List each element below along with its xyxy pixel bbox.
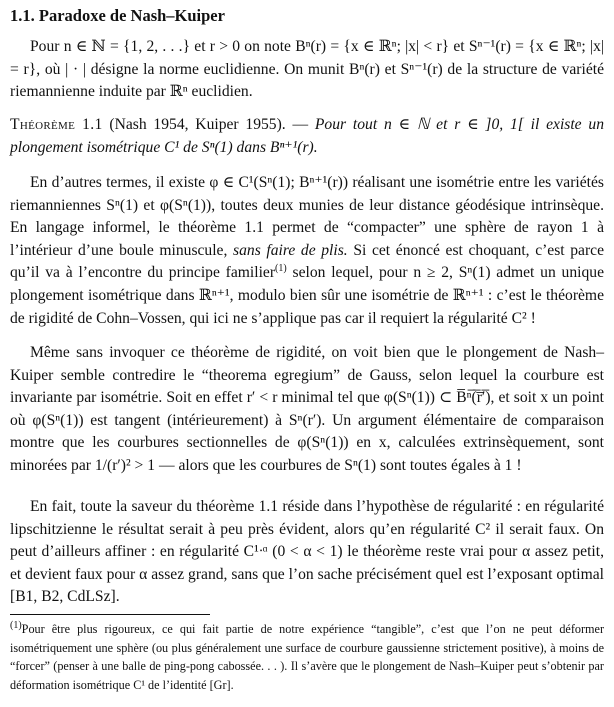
paragraph-2: Même sans invoquer ce théorème de rigidité, on voit bien que le plongement de Nash–Kuiper semble contredire le “theorema egregium” de Gauss, selon lequel la courbure est invariante par isométrie. Soit en effet r′ < r minimal tel que φ(Sⁿ(1)) ⊂ B̅ⁿ̅(̅r̅′̅), et soit x un point où φ(Sⁿ(1)) est tangent (intérieurement) à Sⁿ(r′). Un argument élémentaire de comparaison montre que les courbures sectionnelles de φ(Sⁿ(1)) en x, calculées extrinsèquement, sont minorées par 1/(r′)² > 1 — alors que les courbures de Sⁿ(1) sont toutes égales à 1 ! — [10, 344, 604, 474]
section-title: Paradoxe de Nash–Kuiper — [38, 6, 225, 25]
paragraph-1 — [10, 172, 604, 330]
footnote — [10, 620, 604, 694]
paragraph-1-text-a: En d’autres termes, il existe φ ∈ C¹(Sⁿ(1); Bⁿ⁺¹(r)) réalisant une isométrie entre les variétés riemanniennes Sⁿ(1) et φ(Sⁿ(1)), toutes deux munies de leur distance géodésique intrinsèque. En langage informel, le théorème 1.1 permet de “compacter” une sphère de rayon 1 à l’intérieur d’une boule minuscule, — [10, 174, 604, 259]
section-number: 1.1. — [10, 6, 35, 25]
footnote-mark: (1) — [10, 619, 22, 631]
theorem-label: Théorème 1.1 — [10, 116, 103, 133]
footnote-text: Pour être plus rigoureux, ce qui fait partie de notre expérience “tangible”, c’est que l’on ne peut déformer isométriquement une sphère (ou plus généralement une surface de courbure gaussienne strictement positive), à moins de “forcer” (penser à une balle de ping-pong cabossée. . . ). Il s’avère que le plongement de Nash–Kuiper peut s’obtenir par déformation isométrique C¹ de l’identité [Gr]. — [10, 622, 604, 692]
paragraph-1-text-b: Si cet énoncé est choquant, c’est parce qu’il va à l’encontre du principe familier — [10, 241, 605, 282]
footnote-divider — [10, 614, 210, 615]
intro-paragraph: Pour n ∈ ℕ = {1, 2, . . .} et r > 0 on note Bⁿ(r) = {x ∈ ℝⁿ; |x| < r} et Sⁿ⁻¹(r) = {x ∈ ℝⁿ; |x| = r}, où | · | désigne la norme euclidienne. On munit Bⁿ(r) et Sⁿ⁻¹(r) de la structure de variété riemannienne induite par ℝⁿ euclidien. — [10, 38, 604, 101]
footnote-reference[interactable]: (1) — [275, 263, 287, 275]
theorem-block — [10, 114, 604, 159]
paragraph-3: En fait, toute la saveur du théorème 1.1 réside dans l’hypothèse de régularité : en régularité lipschitzienne le résultat serait à peu près évident, alors qu’en régularité C² il serait faux. On peut d’ailleurs affiner : en régularité C¹ᐧᵅ (0 < α < 1) le théorème reste vrai pour α assez petit, et devient faux pour α assez grand, sans que l’on sache précisément quel est l’exposant optimal [B1, B2, CdLSz]. — [10, 498, 604, 606]
theorem-attribution: (Nash 1954, Kuiper 1955). — — [109, 116, 309, 133]
theorem-statement: Pour tout n ∈ ℕ et r ∈ ]0, 1[ il existe un plongement isométrique C¹ de Sⁿ(1) dans Bⁿ⁺¹(r). — [10, 116, 604, 156]
paragraph-1-italic: sans faire de plis. — [233, 241, 348, 259]
section-heading — [10, 6, 225, 26]
paragraph-1-text-c: selon lequel, pour n ≥ 2, Sⁿ(1) admet un unique plongement isométrique dans ℝⁿ⁺¹, modulo bien sûr une isométrie de ℝⁿ⁺¹ : c’est le théorème de rigidité de Cohn–Vossen, qui ici ne s’applique pas car il requiert la régularité C² ! — [10, 264, 604, 327]
